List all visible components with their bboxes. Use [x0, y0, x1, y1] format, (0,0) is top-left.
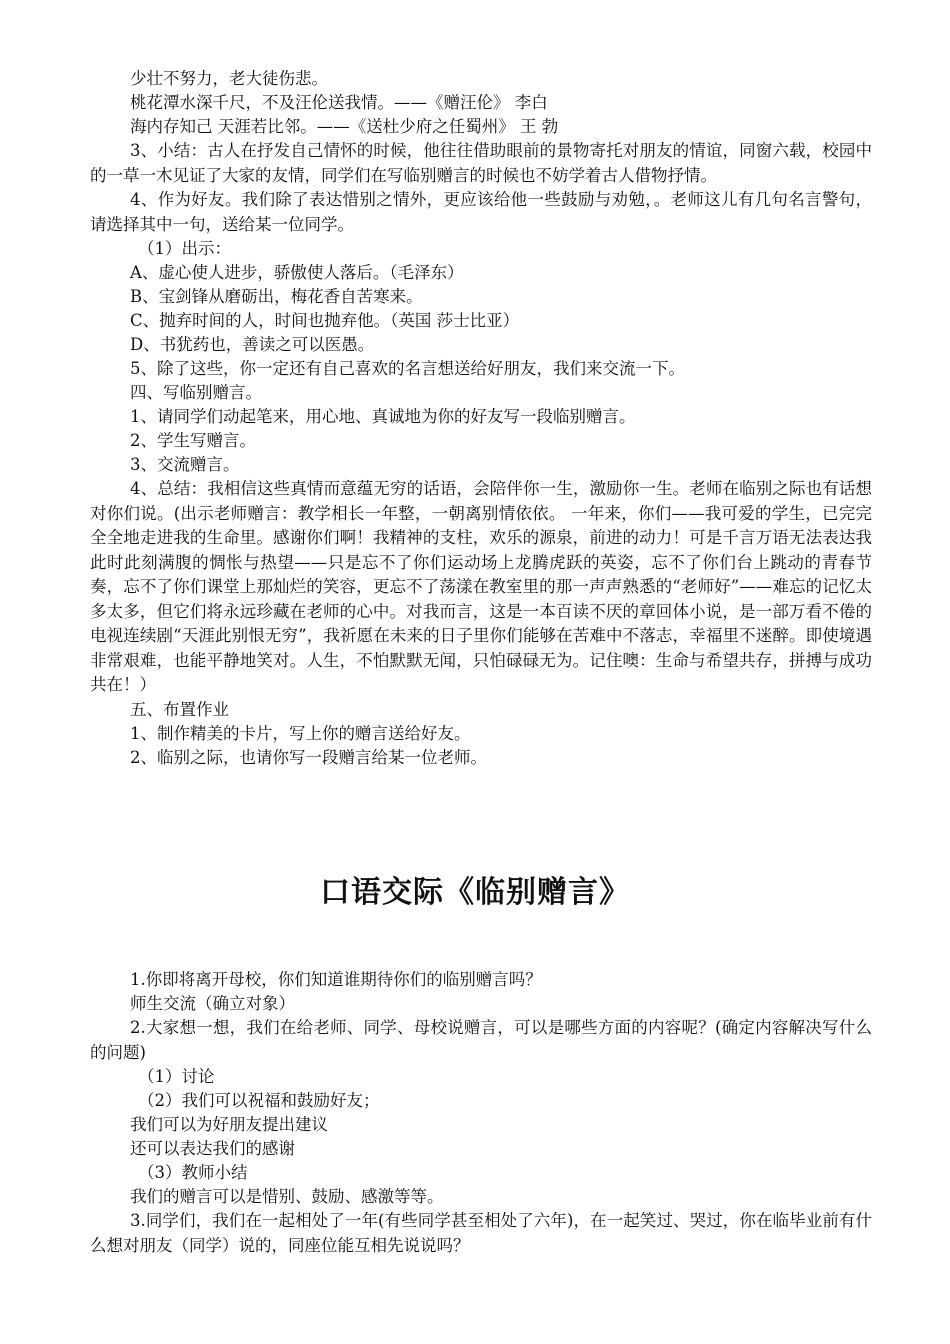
page-title: 口语交际《临别赠言》: [320, 875, 630, 910]
text-line: 1、制作精美的卡片，写上你的赠言送给好友。: [130, 723, 471, 743]
text-line: 1、请同学们动起笔来，用心地、真诚地为你的好友写一段临别赠言。: [130, 407, 636, 426]
paragraph-content-question: 2.大家想一想，我们在给老师、同学、母校说赠言，可以是哪些方面的内容呢？(确定内容解决写什么的问题): [90, 1018, 872, 1062]
text-line: 我们可以为好朋友提出建议: [130, 1115, 328, 1134]
text-line: 少壮不努力，老大徒伤悲。: [130, 69, 328, 88]
paragraph-summary: 3、小结：古人在抒发自己情怀的时候，他往往借助眼前的景物寄托对朋友的情谊，同窗六载，校园中的一草一木见证了大家的友情，同学们在写临别赠言的时候也不妨学着古人借物抒情。: [90, 141, 872, 185]
text-line: （1）出示：: [138, 239, 231, 258]
section-heading: 四、写临别赠言。: [130, 383, 262, 402]
text-line: （1）讨论: [138, 1067, 215, 1086]
quote-c: C、抛弃时间的人，时间也抛弃他。（英国 莎士比亚）: [130, 311, 520, 330]
lesson-part-one: [90, 67, 872, 770]
text-line: 海内存知己 天涯若比邻。——《送杜少府之任蜀州》 王 勃: [130, 117, 559, 136]
paragraph-friend-advice: 4、作为好友。我们除了表达惜别之情外，更应该给他一些鼓励与劝勉，。老师这儿有几句名言警句，请选择其中一句，送给某一位同学。: [90, 190, 872, 234]
text-line: （2）我们可以祝福和鼓励好友；: [138, 1091, 380, 1110]
quote-d: D、书犹药也，善读之可以医愚。: [130, 335, 375, 354]
quote-b: B、宝剑锋从磨砺出，梅花香自苦寒来。: [130, 287, 423, 306]
text-line: 2、学生写赠言。: [130, 431, 256, 450]
lesson-part-two: [90, 968, 872, 1258]
text-line: 2、临别之际，也请你写一段赠言给某一位老师。: [130, 747, 487, 767]
text-line: 1.你即将离开母校，你们知道谁期待你们的临别赠言吗？: [130, 970, 542, 989]
text-line: 5、除了这些，你一定还有自己喜欢的名言想送给好朋友，我们来交流一下。: [130, 359, 685, 378]
text-line: 桃花潭水深千尺，不及汪伦送我情。——《赠汪伦》 李白: [130, 93, 548, 112]
paragraph-classmates: 3.同学们，我们在一起相处了一年(有些同学甚至相处了六年)，在一起笑过、哭过，你在临毕业前有什么想对朋友（同学）说的，同座位能互相先说说吗？: [90, 1211, 872, 1255]
text-line: 还可以表达我们的感谢: [130, 1139, 295, 1158]
quote-a: A、虚心使人进步，骄傲使人落后。（毛泽东）: [130, 263, 464, 282]
text-line: 3、交流赠言。: [130, 455, 240, 474]
text-line: 我们的赠言可以是惜别、鼓励、感激等等。: [130, 1187, 444, 1206]
text-line: 师生交流（确立对象）: [130, 994, 295, 1013]
paragraph-teacher-message: 4、总结：我相信这些真情而意蕴无穷的话语，会陪伴你一生，激励你一生。老师在临别之际也有话想对你们说。(出示老师赠言：教学相长一年整，一朝离别情依依。 一年来，你们——我可爱的学生，已完完全全地走进我的生命里。感谢你们啊！我精神的支柱，欢乐的源泉，前进的动力！可是千言万语无法表达我此时此刻满腹的惆怅与热望——只是忘不了你们运动场上龙腾虎跃的英姿，忘不了你们台上跳动的青春节奏，忘不了你们课堂上那灿烂的笑容，更忘不了荡漾在教室里的那一声声熟悉的“老师好”——难忘的记忆太多太多，但它们将永远珍藏在老师的心中。对我而言，这是一本百读不厌的章回体小说，是一部万看不倦的电视连续剧“天涯此别恨无穷”，我祈愿在未来的日子里你们能够在苦难中不落志，幸福里不迷醉。即使境遇非常艰难，也能平静地笑对。人生，不怕默默无闻，只怕碌碌无为。记住噢：生命与希望共存，拼搏与成功共在！）: [90, 479, 872, 694]
section-heading: 五、布置作业: [130, 699, 229, 719]
text-line: （3）教师小结: [138, 1163, 248, 1182]
